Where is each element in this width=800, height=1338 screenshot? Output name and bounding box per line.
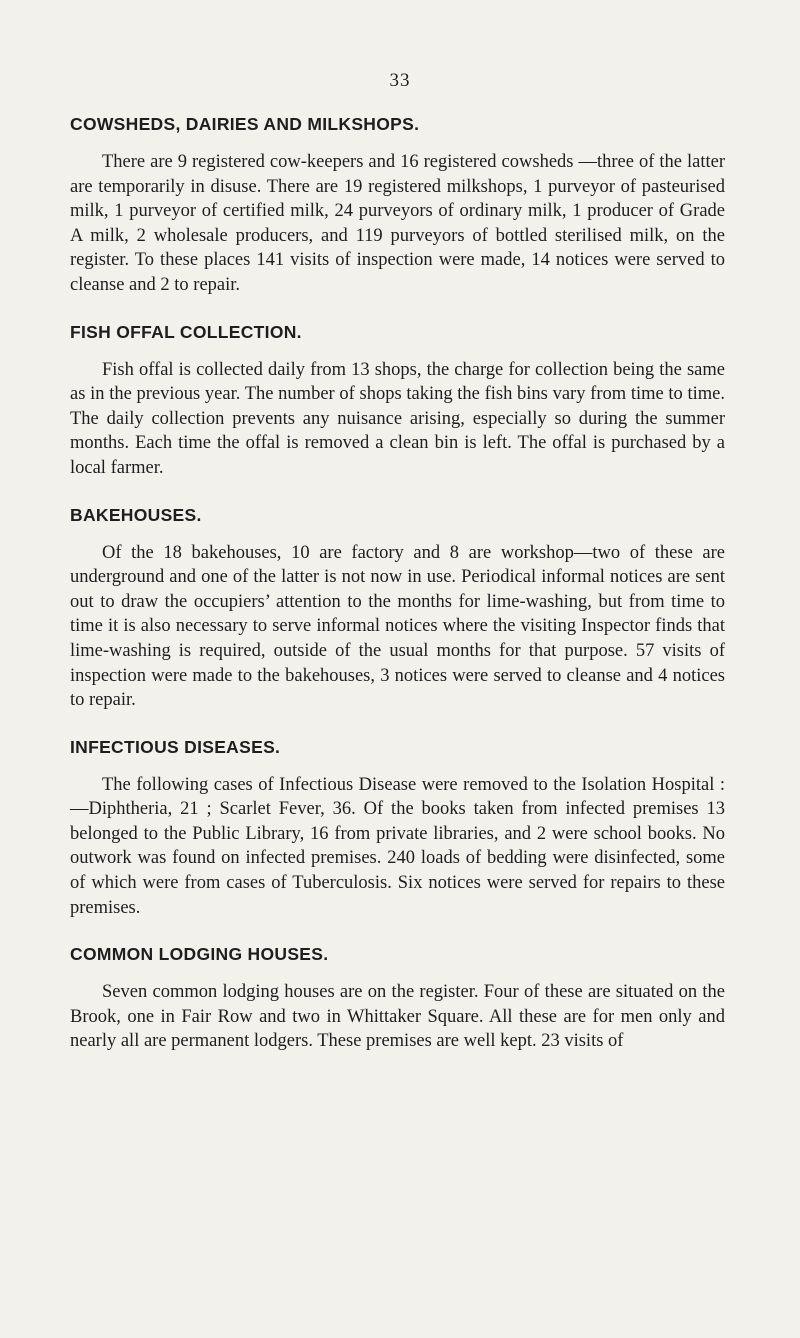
section-heading: INFECTIOUS DISEASES.: [70, 736, 281, 757]
section-common-lodging-houses: [70, 942, 725, 1054]
page-number: 33: [389, 70, 411, 91]
section-paragraph: The following cases of Infectious Disease were removed to the Isolation Hospital :—Diphtheria, 21 ; Scarlet Fever, 36. Of the books taken from infected premises 13 belonged to the Public Library, 16 from private libraries, and 2 were school books. No outwork was found on infected premises. 240 loads of bedding were disinfected, some of which were from cases of Tuberculosis. Six notices were served for repairs to these premises.: [70, 774, 725, 918]
section-heading: COWSHEDS, DAIRIES AND MILKSHOPS.: [70, 114, 420, 134]
section-bakehouses: [70, 503, 725, 713]
section-fish-offal: [70, 320, 725, 481]
section-paragraph: Fish offal is collected daily from 13 shops, the charge for collection being the same as in the previous year. The number of shops taking the fish bins vary from time to time. The daily collection prevents any nuisance arising, especially so during the summer months. Each time the offal is removed a clean bin is left. The offal is purchased by a local farmer.: [70, 359, 725, 478]
page-content: [70, 112, 725, 1076]
section-heading: COMMON LODGING HOUSES.: [70, 944, 329, 965]
section-paragraph: There are 9 registered cow-keepers and 16 registered cowsheds —three of the latter are temporarily in disuse. There are 19 registered milkshops, 1 purveyor of pasteurised milk, 1 purveyor of certified milk, 24 purveyors of ordinary milk, 1 producer of Grade A milk, 2 wholesale producers, and 119 purveyors of bottled sterilised milk, on the register. To these places 141 visits of inspection were made, 14 notices were served to cleanse and 2 to repair.: [70, 152, 725, 295]
section-heading: FISH OFFAL COLLECTION.: [70, 321, 302, 342]
section-paragraph: Of the 18 bakehouses, 10 are factory and 8 are workshop—two of these are underground and one of the latter is not now in use. Periodical informal notices are sent out to draw the occupiers’ attention to the months for lime-washing, but from time to time it is also necessary to serve informal notices where the visiting Inspector finds that lime-washing is required, outside of the usual months for that purpose. 57 visits of inspection were made to the bakehouses, 3 notices were served to cleanse and 4 notices to repair.: [70, 542, 725, 711]
section-infectious-diseases: [70, 735, 725, 921]
section-cowsheds: [70, 112, 725, 298]
section-paragraph: Seven common lodging houses are on the register. Four of these are situated on the Brook, one in Fair Row and two in Whittaker Square. All these are for men only and nearly all are permanent lodgers. These premises are well kept. 23 visits of: [70, 982, 725, 1052]
section-heading: BAKEHOUSES.: [70, 504, 202, 525]
